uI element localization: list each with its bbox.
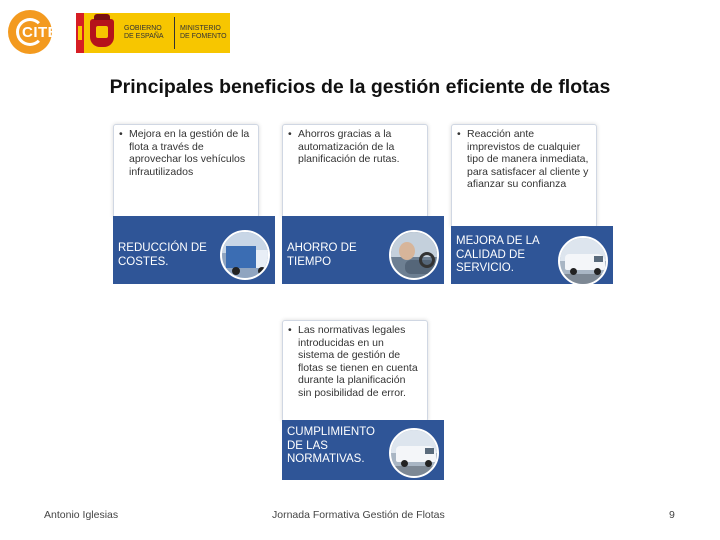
benefit-bullet: • Ahorros gracias a la automatización de la planificación de rutas.: [288, 128, 421, 166]
benefit-description: [113, 124, 259, 218]
truck-photo: [220, 230, 270, 280]
footer-event: Jornada Formativa Gestión de Flotas: [272, 509, 445, 521]
benefit-description: [282, 124, 428, 218]
benefit-card-cost-reduction: [113, 124, 275, 284]
slide-title: Principales beneficios de la gestión eficiente de flotas: [109, 76, 611, 98]
benefit-card-regulations: [282, 320, 444, 480]
benefit-description: [282, 320, 428, 422]
ministerio-text: MINISTERIO DE FOMENTO: [180, 25, 227, 40]
footer-page-number: 9: [669, 509, 675, 521]
coat-of-arms-icon: [90, 19, 114, 47]
citet-logo-text: CITET: [22, 24, 68, 41]
benefit-bullet: • Reacción ante imprevistos de cualquier tipo de manera inmediata, para satisfacer al cliente y afianzar su confianza: [457, 128, 590, 191]
benefit-bullet: • Mejora en la gestión de la flota a través de aprovechar los vehículos infrautilizados: [119, 128, 252, 178]
gobierno-text: GOBIERNO DE ESPAÑA: [124, 25, 164, 40]
driver-photo: [389, 230, 439, 280]
ministerio-fomento-logo: [76, 13, 230, 53]
van-photo: [389, 428, 439, 478]
benefit-card-time-saving: [282, 124, 444, 284]
footer-author: Antonio Iglesias: [44, 509, 119, 521]
benefit-description: [451, 124, 597, 228]
logo-divider: [174, 17, 175, 49]
van-photo: [558, 236, 608, 286]
benefit-card-service-quality: [451, 124, 613, 284]
citet-logo: [8, 10, 66, 54]
spain-flag-icon: [76, 13, 84, 53]
benefit-label: MEJORA DE LA CALIDAD DE SERVICIO.: [456, 235, 540, 274]
benefit-label: AHORRO DE TIEMPO: [287, 242, 357, 268]
benefit-label: REDUCCIÓN DE COSTES.: [118, 242, 207, 268]
benefit-bullet: • Las normativas legales introducidas en un sistema de gestión de flotas se tienen en cuenta durante la planificación sin posibilidad de error.: [288, 324, 421, 399]
benefit-label: CUMPLIMIENTO DE LAS NORMATIVAS.: [287, 426, 375, 465]
